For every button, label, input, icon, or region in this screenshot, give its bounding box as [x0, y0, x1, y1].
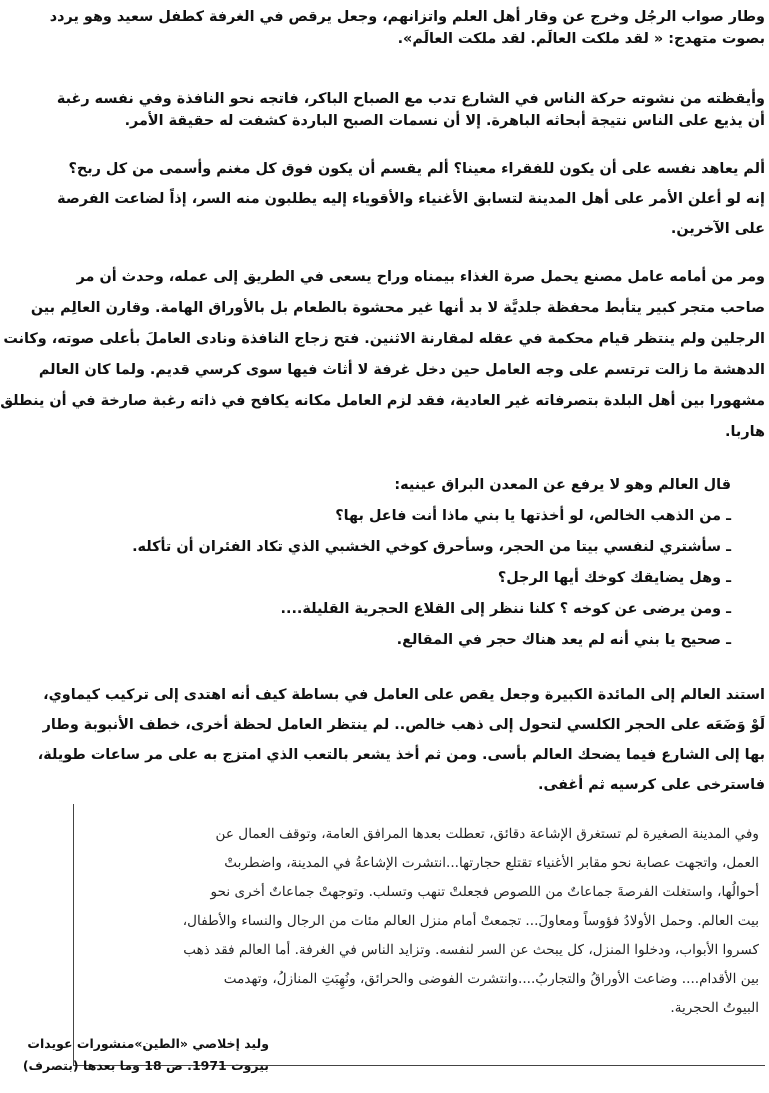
text-line: بين الأقدام.... وضاعت الأوراقُ والتجاربُ....وانتشرت الفوضى والحرائق، ونُهِبَتِ المنازلُ، وتهدمت [223, 971, 759, 987]
text-line: بصوت متهدج: « لقد ملكت العالَم. لقد ملكت العالَم». [397, 31, 765, 47]
text-line: العمل، واتجهت عصابة نحو مقابر الأغنياء تقتلع حجارتها...انتشرت الإشاعةُ في المدينة، واضطربتْ [224, 855, 759, 871]
paragraph-3 [57, 154, 765, 244]
text-line: بها إلى الشارع فيما يضحك العالم بأسى. ومن ثم أخذ يشعر بالتعب الذي امتزج به على مر ساعات طويلة، [37, 747, 765, 763]
text-line: على الآخرين. [670, 221, 765, 237]
text-line: صاحب متجر كبير يتأبط محفظة جلديَّة لا بد أنها غير محشوة بالطعام بل بالأوراق الهامة. وقارن العالِم بين [30, 300, 765, 316]
text-line: ألم يعاهد نفسه على أن يكون للفقراء معينا؟ ألم يقسم أن يكون فوق كل مغنم وأسمى من كل ربح؟ [68, 161, 765, 177]
dialogue-line: ـ ومن يرضى عن كوخه ؟ كلنا ننظر إلى القلاع الحجرية القليلة.... [280, 601, 731, 617]
text-line: استند العالم إلى المائدة الكبيرة وجعل يقص على العامل في بساطة كيف أنه اهتدى إلى تركيب كيماوي، [43, 687, 765, 703]
dialogue-block [75, 470, 731, 656]
citation-line-2: بيروت 1971. ص 18 وما بعدها (بتصرف) [22, 1058, 269, 1073]
dialogue-line: قال العالم وهو لا يرفع عن المعدن البراق عينيه: [394, 477, 731, 493]
paragraph-6 [79, 820, 759, 1023]
text-line: وأيقظته من نشوته حركة الناس في الشارع تدب مع الصباح الباكر، فاتجه نحو النافذة وفي نفسه رغبة [56, 91, 765, 107]
text-line: أن يذيع على الناس نتيجة أبحاثه الباهرة. إلا أن نسمات الصبح الباردة كشفت له حقيقة الأمر. [124, 113, 765, 129]
citation-line-1: وليد إخلاصي «الطين»منشورات عويدات [27, 1036, 269, 1051]
text-line: إنه لو أعلن الأمر على أهل المدينة لتسابق الأغنياء والأقوياء إليه يطلبون منه السر، إذاً لضاعت الفرصة [57, 191, 765, 207]
paragraph-1 [49, 6, 765, 50]
text-line: فاسترخى على كرسيه ثم أغفى. [538, 777, 765, 793]
text-line: البيوتُ الحجرية. [670, 1000, 759, 1016]
dialogue-line: ـ سأشتري لنفسي بيتا من الحجر، وسأحرق كوخي الخشبي الذي تكاد الفئران أن تأكله. [132, 539, 731, 555]
paragraph-2 [56, 88, 765, 132]
text-line: مشهورا بين أهل البلدة بتصرفاته غير العادية، فقد لزم العامل مكانه يكافح في ذاته رغبة صارخة في أن ينطلق [0, 393, 765, 409]
text-line: كسروا الأبواب، ودخلوا المنزل، كل يبحث عن السر لنفسه. وتزايد الناس في الغرفة. أما العالم فقد ذهب [183, 942, 759, 958]
text-line: هاربا. [725, 424, 765, 440]
text-line: أحوالُها، واستغلت الفرصةَ جماعاتٌ من اللصوص فجعلتْ تنهب وتسلب. وتوجهتْ جماعاتٌ أخرى نحو [210, 884, 759, 900]
text-line: لَوْ وَضَعَه على الحجر الكلسي لتحول إلى ذهب خالص.. لم ينتظر العامل لحظة أخرى، خطف الأنبوبة وطار [42, 717, 765, 733]
source-citation [22, 1033, 269, 1077]
text-line: ومر من أمامه عامل مصنع يحمل صرة الغذاء بيمناه وراح يسعى في الطريق إلى عمله، وحدث أن مر [76, 269, 765, 285]
text-line: الدهشة ما زالت ترتسم على وجه العامل حين دخل غرفة لا أثاث فيها سوى كرسي قديم. ولما كان العالم [38, 362, 765, 378]
dialogue-line: ـ وهل يضايقك كوخك أيها الرجل؟ [497, 570, 731, 586]
text-line: الرجلين ولم ينتظر قيام محكمة في عقله لمقارنة الاثنين. فتح زجاج النافذة ونادى العاملَ بأعلى صوته، وكانت [3, 331, 765, 347]
paragraph-5 [37, 680, 765, 800]
text-line: وطار صواب الرجُل وخرج عن وقار أهل العلم واتزانهم، وجعل يرقص في الغرفة كطفل سعيد وهو يردد [49, 9, 765, 25]
paragraph-4 [0, 262, 765, 448]
text-line: بيت العالم. وحمل الأولادُ فؤوساً ومعاولَ... تجمعتْ أمام منزل العالم مئات من الرجال والنساء والأطفال، [182, 913, 759, 929]
dialogue-line: ـ من الذهب الخالص، لو أخذتها يا بني ماذا أنت فاعل بها؟ [335, 508, 731, 524]
dialogue-line: ـ صحيح يا بني أنه لم يعد هناك حجر في المقالع. [396, 632, 731, 648]
text-line: وفي المدينة الصغيرة لم تستغرق الإشاعة دقائق، تعطلت بعدها المرافق العامة، وتوقف العمال عن [215, 826, 759, 842]
